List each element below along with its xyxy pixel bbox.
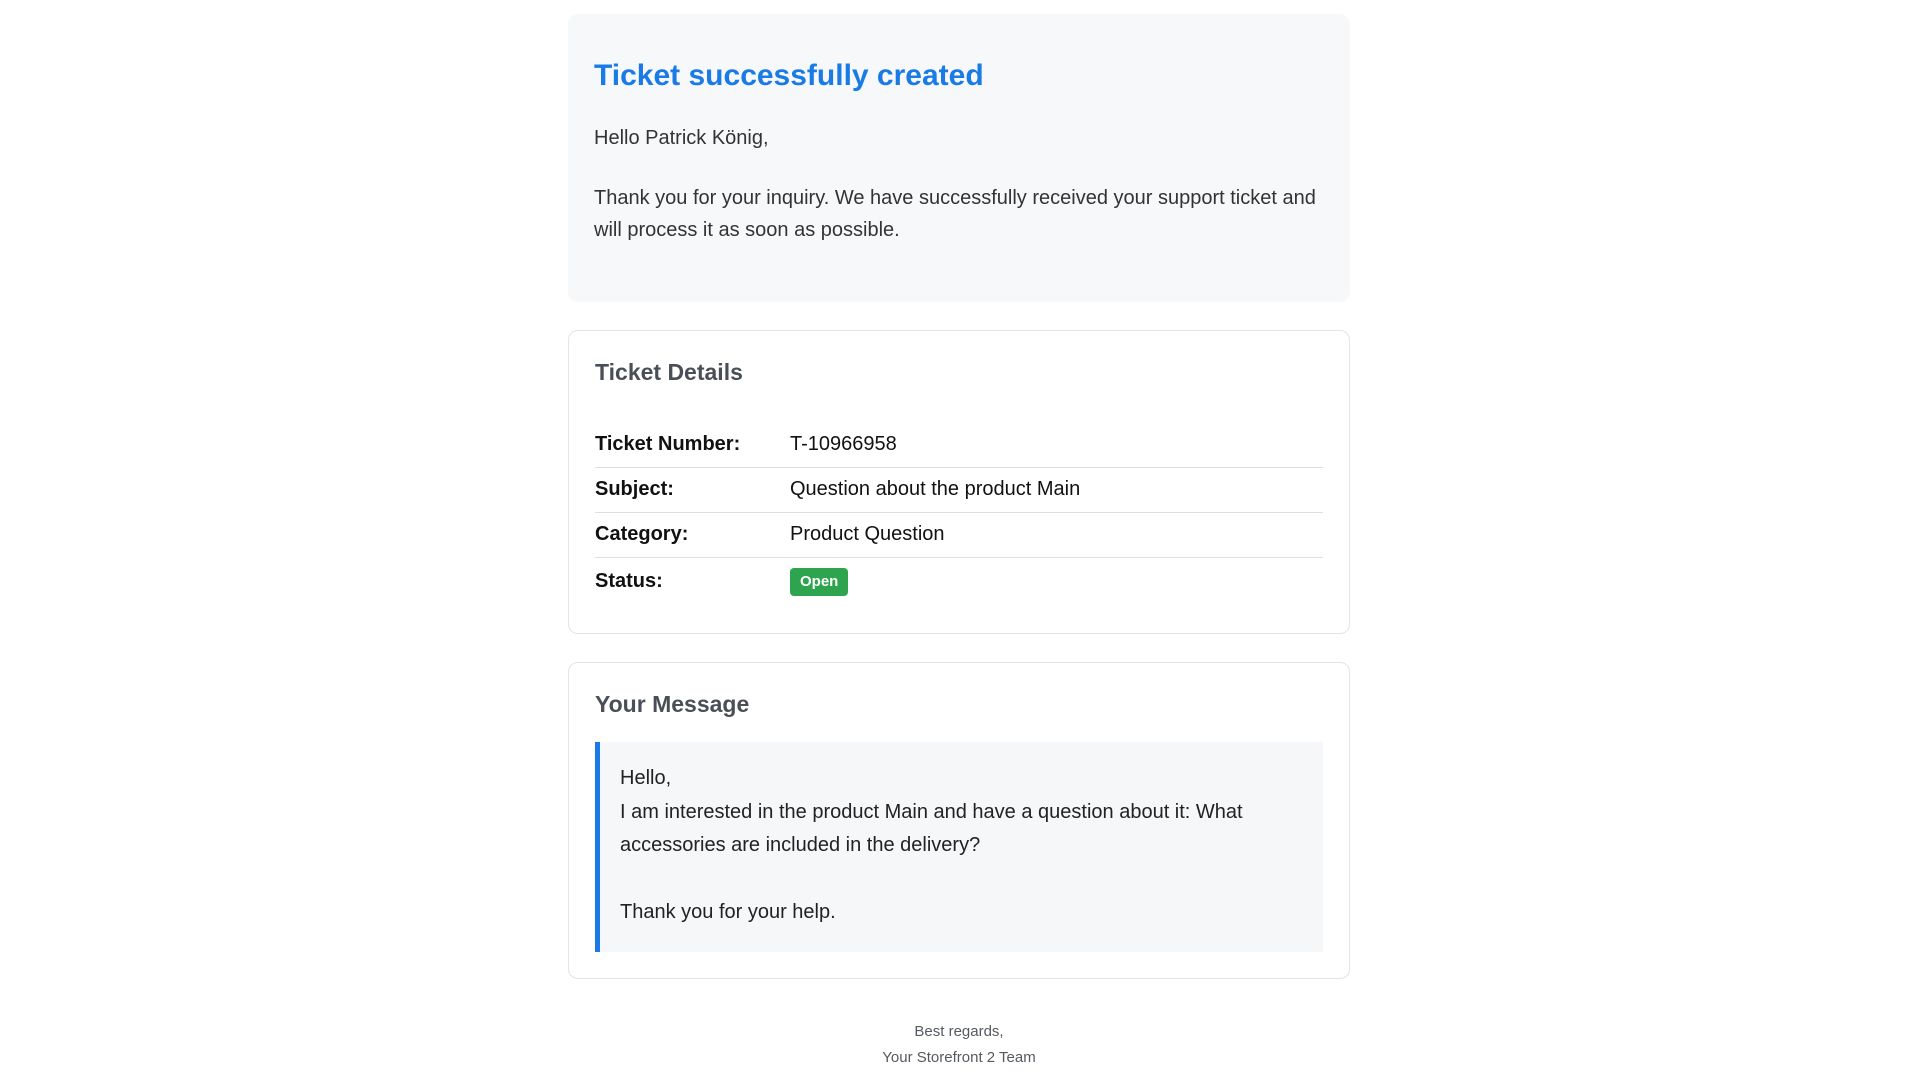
ticket-details-title: Ticket Details bbox=[595, 359, 743, 385]
status-label: Status: bbox=[595, 570, 663, 593]
ticket-number-value: T-10966958 bbox=[790, 423, 1323, 468]
message-line-body: I am interested in the product Main and have a question about it: What accessories are included in the delivery? bbox=[620, 800, 1243, 857]
subject-label: Subject: bbox=[595, 467, 790, 512]
message-quote bbox=[595, 742, 1323, 951]
footer-regards: Best regards, bbox=[914, 1022, 1004, 1040]
email-footer bbox=[568, 1019, 1350, 1072]
email-container bbox=[568, 14, 1350, 1071]
category-label: Category: bbox=[595, 512, 790, 557]
greeting-text: Hello Patrick König, bbox=[594, 127, 769, 149]
page-title: Ticket successfully created bbox=[594, 59, 984, 92]
subject-value: Question about the product Main bbox=[790, 467, 1323, 512]
category-row bbox=[595, 512, 1323, 557]
status-badge: Open bbox=[790, 568, 848, 596]
ticket-number-row bbox=[595, 423, 1323, 468]
message-line-thanks: Thank you for your help. bbox=[620, 900, 836, 923]
your-message-title: Your Message bbox=[595, 690, 750, 717]
intro-text: Thank you for your inquiry. We have successfully received your support ticket and will process it as soon as possible. bbox=[594, 187, 1316, 242]
subject-row bbox=[595, 467, 1323, 512]
message-line-greeting: Hello, bbox=[620, 767, 672, 790]
ticket-number-label: Ticket Number: bbox=[595, 423, 790, 468]
status-cell bbox=[790, 557, 1323, 607]
ticket-details-card bbox=[568, 330, 1350, 634]
your-message-card bbox=[568, 662, 1350, 979]
confirmation-header bbox=[568, 14, 1350, 302]
status-row bbox=[595, 557, 1323, 607]
ticket-details-table bbox=[595, 423, 1323, 607]
category-value: Product Question bbox=[790, 512, 1323, 557]
footer-team: Your Storefront 2 Team bbox=[882, 1048, 1036, 1066]
